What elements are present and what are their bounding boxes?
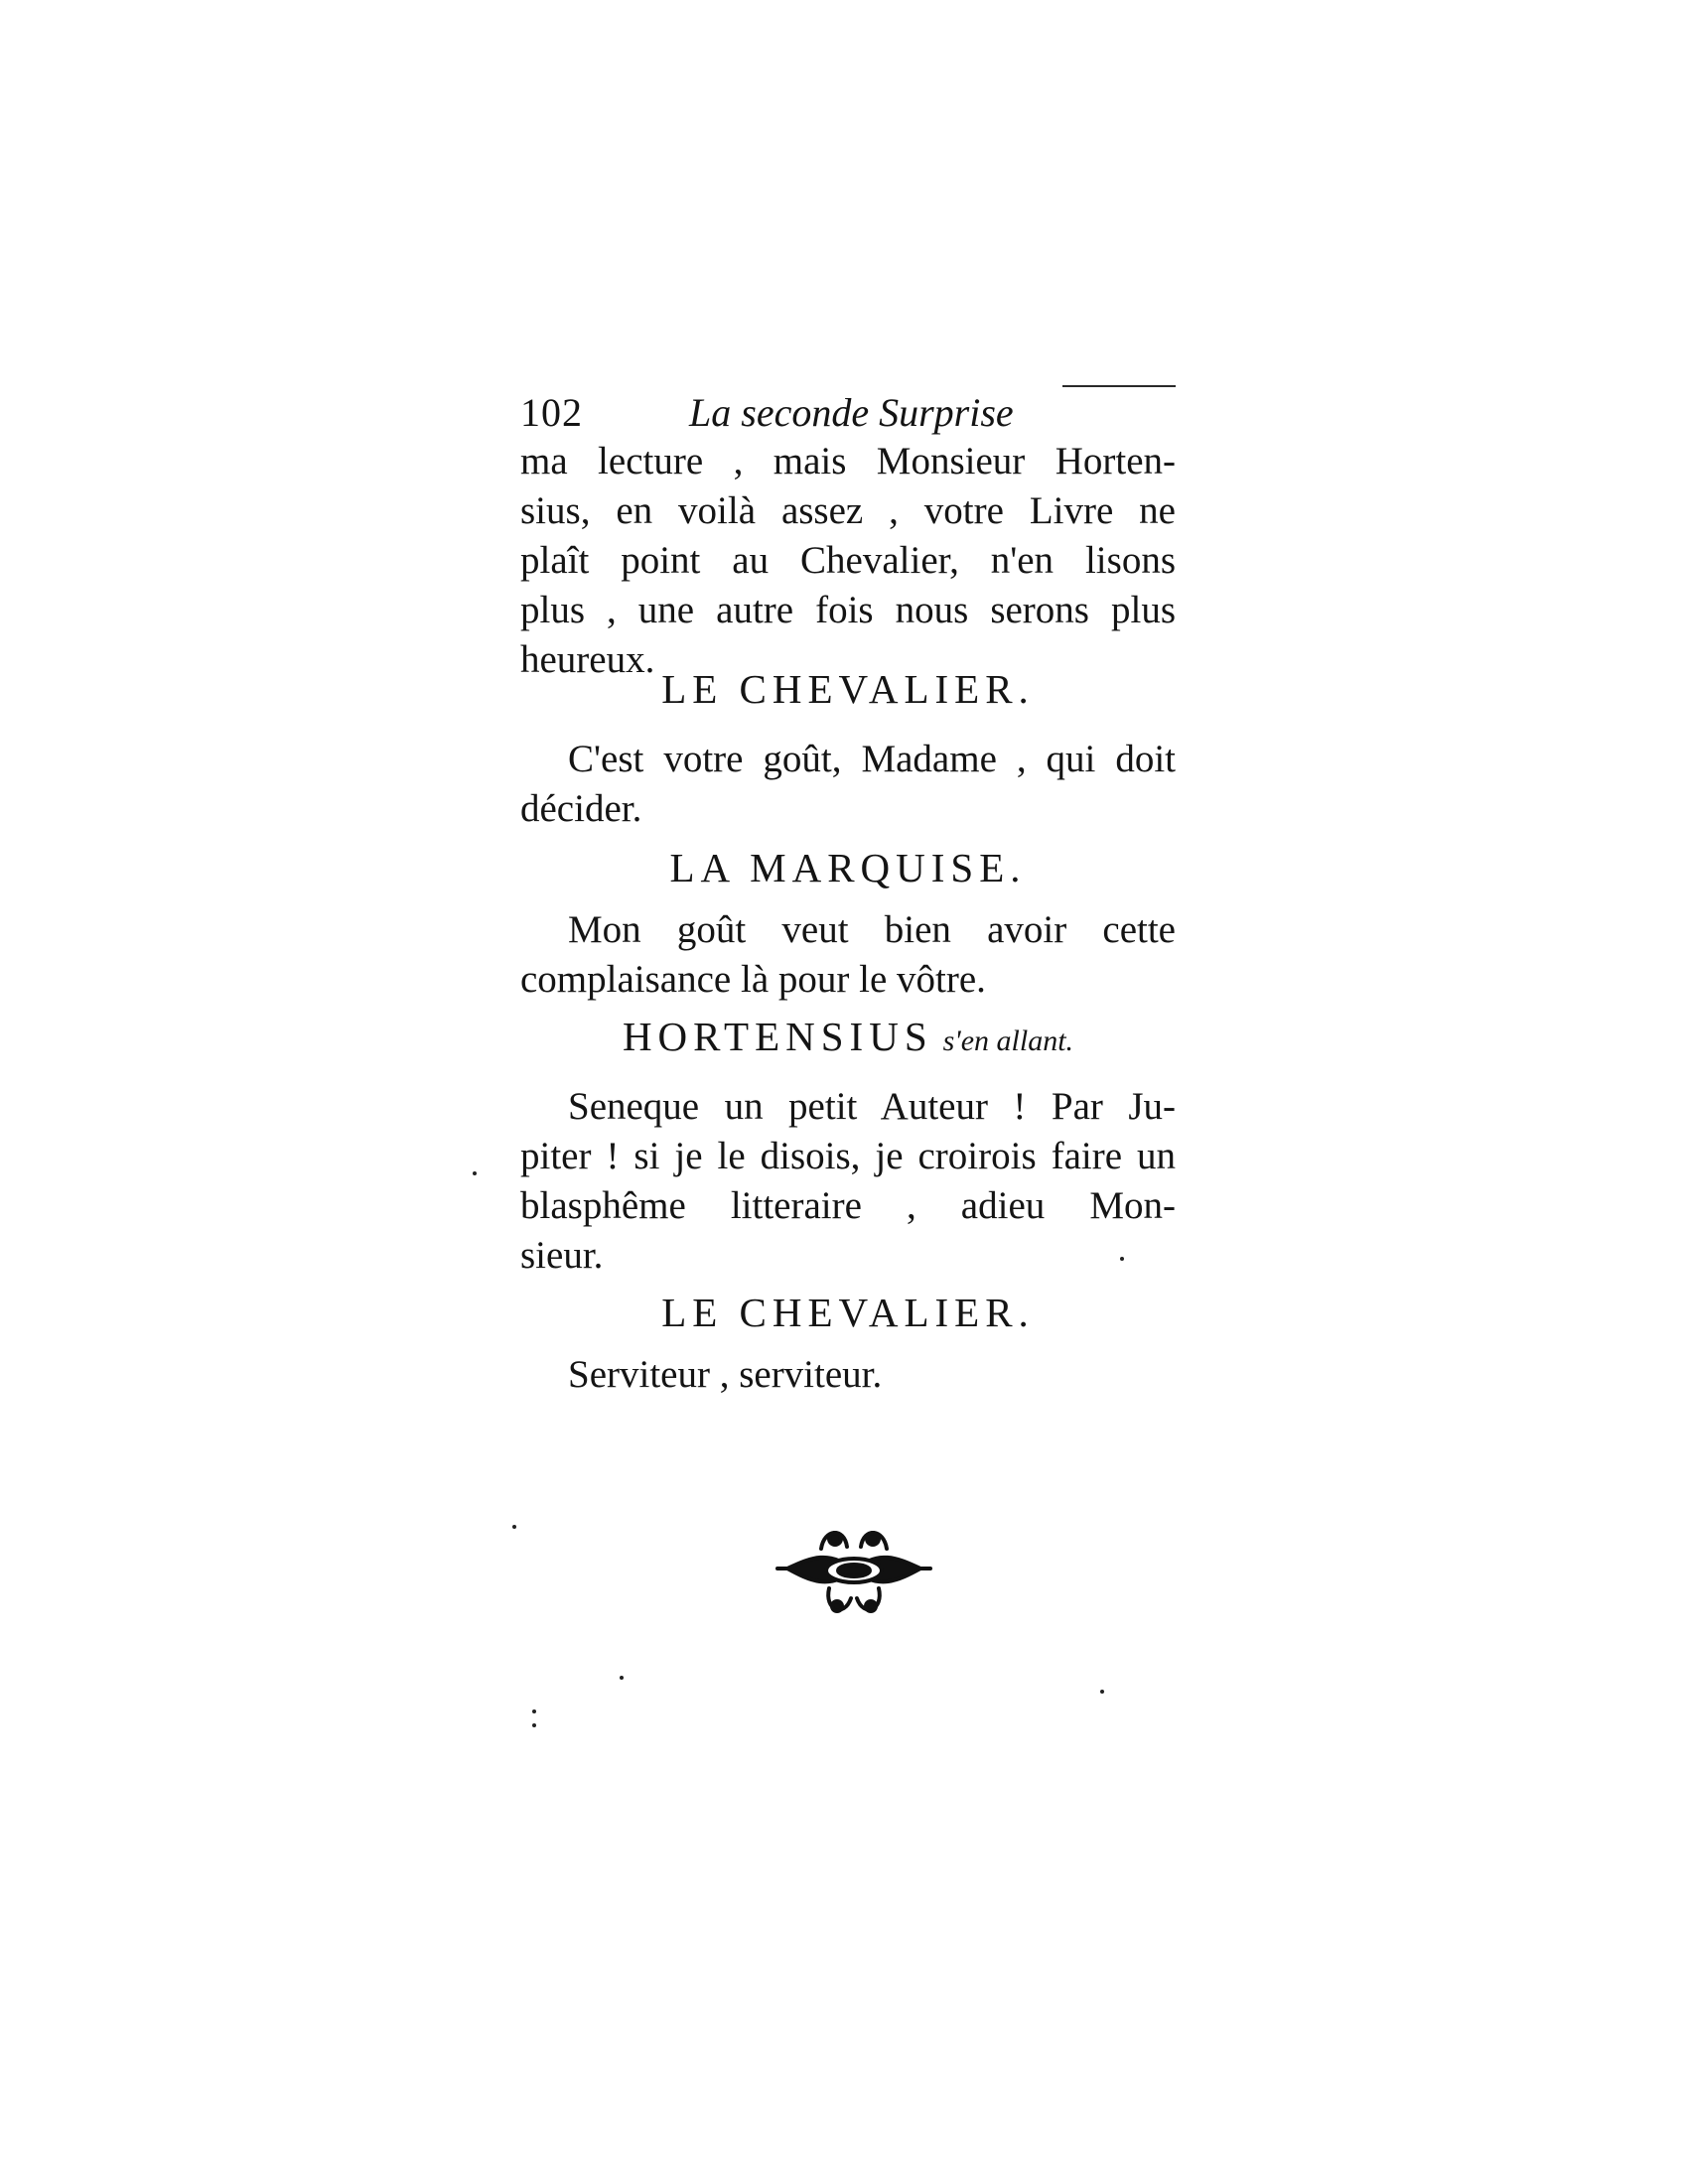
floral-tailpiece-icon (770, 1519, 938, 1628)
running-title: La seconde Surprise (689, 390, 1014, 435)
text-line: ma lecture , mais Monsieur Horten- (520, 440, 1176, 482)
speaker-heading (520, 1011, 1176, 1067)
passage-2 (520, 735, 1176, 834)
text-line: piter ! si je le disois, je croirois faire un (520, 1135, 1176, 1177)
stage-direction: s'en allant. (942, 1024, 1074, 1057)
text-line: Serviteur , serviteur. (568, 1353, 883, 1396)
speck (532, 1709, 536, 1713)
speck (532, 1723, 536, 1727)
speaker-heading: LA MARQUISE. (669, 845, 1027, 890)
text-line: blasphême litteraire , adieu Mon- (520, 1184, 1176, 1227)
speaker-heading: LE CHEVALIER. (661, 1290, 1035, 1335)
text-line: sius, en voilà assez , votre Livre ne (520, 489, 1176, 532)
header-rule (1062, 385, 1176, 387)
passage-4 (520, 1082, 1176, 1281)
text-line: Mon goût veut bien avoir cette (568, 908, 1176, 951)
speck (473, 1171, 477, 1175)
page-number: 102 (520, 390, 583, 435)
text-line: plus , une autre fois nous serons plus (520, 589, 1176, 631)
text-line: C'est votre goût, Madame , qui doit (568, 738, 1176, 780)
passage-1 (520, 437, 1176, 685)
text-line: complaisance là pour le vôtre. (520, 958, 986, 1001)
text-line: sieur. (520, 1234, 604, 1277)
speck (1100, 1690, 1104, 1694)
text-line: heureux. (520, 638, 655, 681)
speaker-name: HORTENSIUS (622, 1014, 933, 1059)
text-line: Seneque un petit Auteur ! Par Ju- (568, 1085, 1176, 1128)
text-line: décider. (520, 787, 642, 830)
text-line: plaît point au Chevalier, n'en lisons (520, 539, 1176, 582)
passage-3 (520, 905, 1176, 1005)
passage-5 (520, 1350, 1176, 1400)
speck (512, 1525, 516, 1529)
speck (620, 1676, 624, 1680)
speaker-heading: LE CHEVALIER. (661, 666, 1035, 712)
speck (1120, 1257, 1124, 1261)
